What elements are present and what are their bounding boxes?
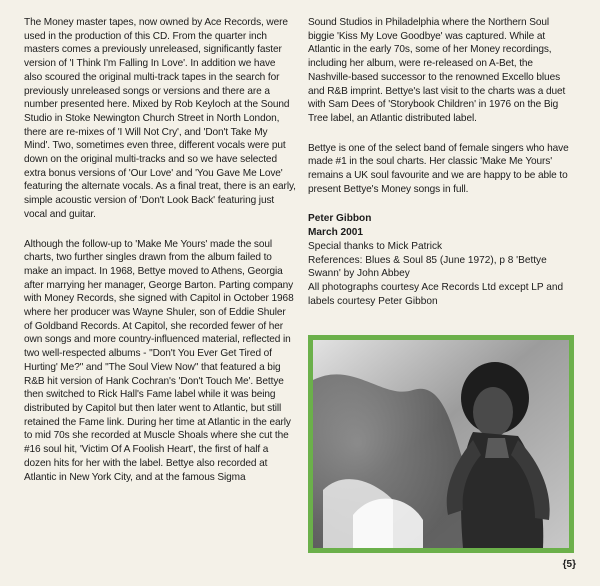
credit-thanks: Special thanks to Mick Patrick	[308, 240, 443, 252]
paragraph-select-band: Bettye is one of the select band of female singers who have made #1 in the soul charts. Her classic 'Make Me Yours' remains a UK soul favourite and we are happy to be able to present Bettye's Money songs in full.	[308, 142, 569, 195]
credit-date: March 2001	[308, 227, 363, 239]
photo-frame	[308, 335, 574, 553]
credit-references: References: Blues & Soul 85 (June 1972), p 8 'Bettye Swann' by John Abbey	[308, 254, 547, 280]
right-column	[308, 16, 578, 308]
left-column	[24, 16, 296, 500]
paragraph-career: Although the follow-up to 'Make Me Yours' made the soul charts, two further singles drawn from the album failed to make an impact. In 1968, Bettye moved to Athens, Georgia after marrying her manager, George Barton. Parting company with Money Records, she signed with Capitol in October 1968 where her producer was Wayne Shuler, son of Eddie Shuler of Goldband Records. At Capitol, she recorded fewer of her own songs and more country-influenced material, reflected in two well-respected albums - "Don't You Ever Get Tired of Hurting' Me?" and "The Soul View Now" that featured a big R&B hit version of Hank Cochran's 'Don't Touch Me'. Bettye then switched to Rick Hall's Fame label while it was being distributed by Capitol but then later went to Atlantic, but still retained the Fame link. During her time at Atlantic in the early to mid 70s she recorded at Muscle Shoals where she cut the #16 soul hit, 'Victim Of A Foolish Heart', the first of half a dozen hits for her with the label. Bettye also recorded at Atlantic in New York City, and at the famous Sigma	[24, 238, 294, 483]
singer-photo-illustration	[313, 340, 569, 548]
credit-author: Peter Gibbon	[308, 213, 372, 225]
credits	[308, 212, 578, 308]
credit-photos: All photographs courtesy Ace Records Ltd except LP and labels courtesy Peter Gibbon	[308, 281, 564, 307]
page-number: {5}	[562, 559, 576, 570]
paragraph-sound-studios: Sound Studios in Philadelphia where the Northern Soul biggie 'Kiss My Love Goodbye' was captured. While at Atlantic in the early 70s, some of her Money recordings, including her album, were re-released on A-Bet, the Nashville-based successor to the renowned Excello blues and R&B imprint. Bettye's last visit to the charts was a duet with Sam Dees of 'Storybook Children' in 1976 on the Big Tree label, an Atlantic distributed label.	[308, 17, 566, 124]
paragraph-master-tapes: The Money master tapes, now owned by Ace Records, were used in the production of this CD. From the quarter inch masters comes a previously unreleased, significantly faster version of 'I Think I'm Falling In Love'. In addition we have also scoured the original multi-track tapes in the search for previously unreleased songs or versions and there are a number presented here. Mixed by Rob Keyloch at the Sound Studio in Stoke Newington Church Street in North London, there are re-mixes of 'I Will Not Cry', and 'Don't Take My Mind'. Two, sometimes even three, different vocals were put down on the original multi-tracks and so we have selected extra bonus versions of 'Our Love' and 'You Gave Me Love' featuring the alternate vocals. As a final treat, there is an early, simple acoustic version of 'Don't Look Back' featuring just vocal and guitar.	[24, 17, 296, 220]
singer-photo	[313, 340, 569, 548]
